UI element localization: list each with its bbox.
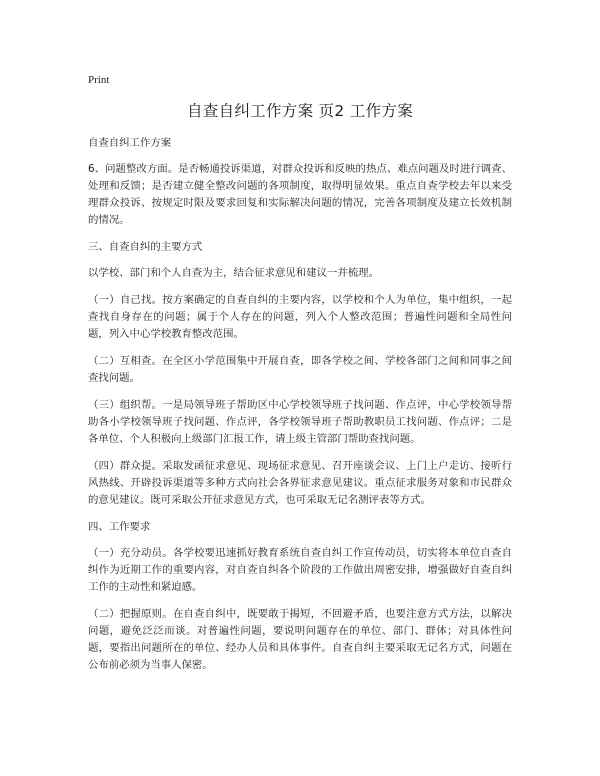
- paragraph-self-check-basis: 以学校、部门和个人自查为主，结合征求意见和建议一并梳理。: [88, 267, 379, 279]
- paragraph-public-input: （四）群众提。采取发函征求意见、现场征求意见、召开座谈会议、上门上户走访、接听行风热线、开辟投诉渠道等多种方式向社会各界征求意见建议。重点征求服务对象和市民群众的意见建议。既可采取公开征求意见方式，也可采取无记名测评表等方式。: [88, 460, 512, 506]
- paragraph-organized-help: （三）组织帮。一是局领导班子帮助区中心学校领导班子找问题、作点评，中心学校领导帮助各小学校领导班子找问题、作点评，各学校领导班子帮助教职员工找问题、作点评；二是各单位、个人积极向上级部门汇报工作，请上级主管部门帮助查找问题。: [88, 399, 512, 445]
- print-link[interactable]: Print: [88, 74, 110, 86]
- paragraph-grasp-principles: （二）把握原则。在自查自纠中，既要敢于揭短，不回避矛盾，也要注意方式方法，以解决问题，避免泛泛而谈。对普遍性问题，要说明问题存在的单位、部门、群体；对具体性问题，要指出问题所在的单位、经办人员和具体事件。自查自纠主要采取无记名方式，问题在公布前必须为当事人保密。: [88, 608, 512, 671]
- heading-main-methods: 三、自查自纠的主要方式: [88, 241, 203, 253]
- paragraph-full-mobilization: （一）充分动员。各学校要迅速抓好教育系统自查自纠工作宣传动员，切实将本单位自查自纠作为近期工作的重要内容，对自查自纠各个阶段的工作做出周密安排，增强做好自查自纠工作的主动性和紧迫感。: [88, 547, 512, 593]
- heading-work-requirements: 四、工作要求: [88, 521, 151, 533]
- paragraph-rectification: 6、问题整改方面。是否畅通投诉渠道，对群众投诉和反映的热点、难点问题及时进行调查、处理和反馈；是否建立健全整改问题的各项制度，取得明显效果。重点自查学校去年以来受理群众投诉、按规定时限及要求回复和实际解决问题的情况，完善各项制度及建立长效机制的情况。: [88, 163, 512, 226]
- document-title: 自查自纠工作方案 页2 工作方案: [186, 102, 414, 120]
- paragraph-mutual-check: （二）互相查。在全区小学范围集中开展自查，即各学校之间、学校各部门之间和同事之间查找问题。: [88, 355, 512, 384]
- paragraph-find-yourself: （一）自己找。按方案确定的自查自纠的主要内容，以学校和个人为单位，集中组织，一起查找自身存在的问题；属于个人存在的问题，列入个人整改范围；普遍性问题和全局性问题，列入中心学校教育整改范围。: [88, 294, 512, 340]
- section-subtitle: 自查自纠工作方案: [88, 137, 172, 149]
